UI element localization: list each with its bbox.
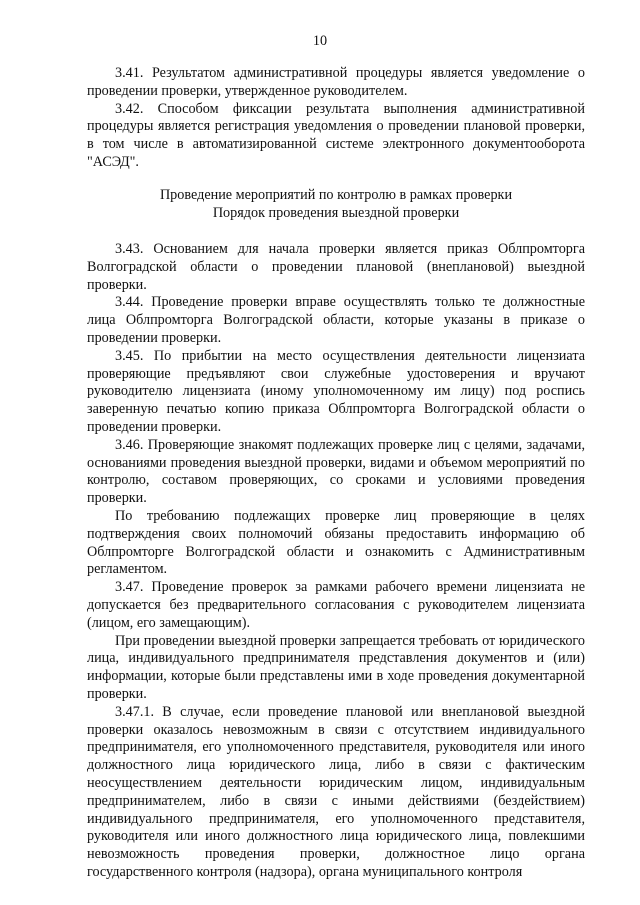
paragraph-3-44: 3.44. Проведение проверки вправе осуществлять только те должностные лица Облпромторга Волгоградской области, которые указаны в приказе о проведении проверки. [87,294,585,346]
paragraph-3-41: 3.41. Результатом административной процедуры является уведомление о проведении проверки, утвержденное руководителем. [87,65,585,99]
paragraph-3-45: 3.45. По прибытии на место осуществления деятельности лицензиата проверяющие предъявляют свои служебные удостоверения и вручают руководителю лицензиата (иному уполномоченному им лицу) под роспись заверенную печатью копию приказа Облпромторга Волгоградской области о проведении проверки. [87,347,585,435]
page-number: 10 [312,33,328,49]
block-main [87,241,585,882]
paragraph-3-47: 3.47. Проведение проверок за рамками рабочего времени лицензиата не допускается без предварительного согласования с руководителем лицензиата (лицом, его замещающим). [87,579,585,631]
heading-line-2: Порядок проведения выездной проверки [212,204,460,221]
block-top [87,65,585,172]
section-heading [87,187,585,223]
paragraph-3-42: 3.42. Способом фиксации результата выполнения административной процедуры является регистрация уведомления о проведении плановой проверки, в том числе в автоматизированной системе электронного документооборота "АСЭД". [87,100,585,170]
paragraph-3-47-1: 3.47.1. В случае, если проведение плановой или внеплановой выездной проверки оказалось невозможным в связи с отсутствием индивидуального предпринимателя, его уполномоченного представителя, руководителя или иного должностного лица юридического лица, либо в связи с фактическим неосуществлением деятельности юридическим лицом, индивидуальным предпринимателем, либо в связи с иными действиями (бездействием) индивидуального предпринимателя, его уполномоченного представителя, руководителя или иного должностного лица юридического лица, повлекшими невозможность проведения проверки, должностное лицо органа государственного контроля (надзора), органа муниципального контроля [87,703,585,880]
paragraph-request: По требованию подлежащих проверке лиц проверяющие в целях подтверждения своих полномочий обязаны предоставить информацию об Облпромторге Волгоградской области и ознакомить с Административным регламентом. [87,507,585,578]
paragraph-3-46: 3.46. Проверяющие знакомят подлежащих проверке лиц с целями, задачами, основаниями проведения выездной проверки, видами и объемом мероприятий по контролю, составом проверяющих, со сроками и условиями проведения проверки. [87,436,585,507]
paragraph-prohibition: При проведении выездной проверки запрещается требовать от юридического лица, индивидуального предпринимателя представления документов и (или) информации, которые были представлены ими в ходе проведения документарной проверки. [87,632,585,702]
paragraph-3-43: 3.43. Основанием для начала проверки является приказ Облпромторга Волгоградской области о проведении плановой (внеплановой) выездной проверки. [87,241,585,293]
heading-line-1: Проведение мероприятий по контролю в рамках проверки [159,187,513,203]
